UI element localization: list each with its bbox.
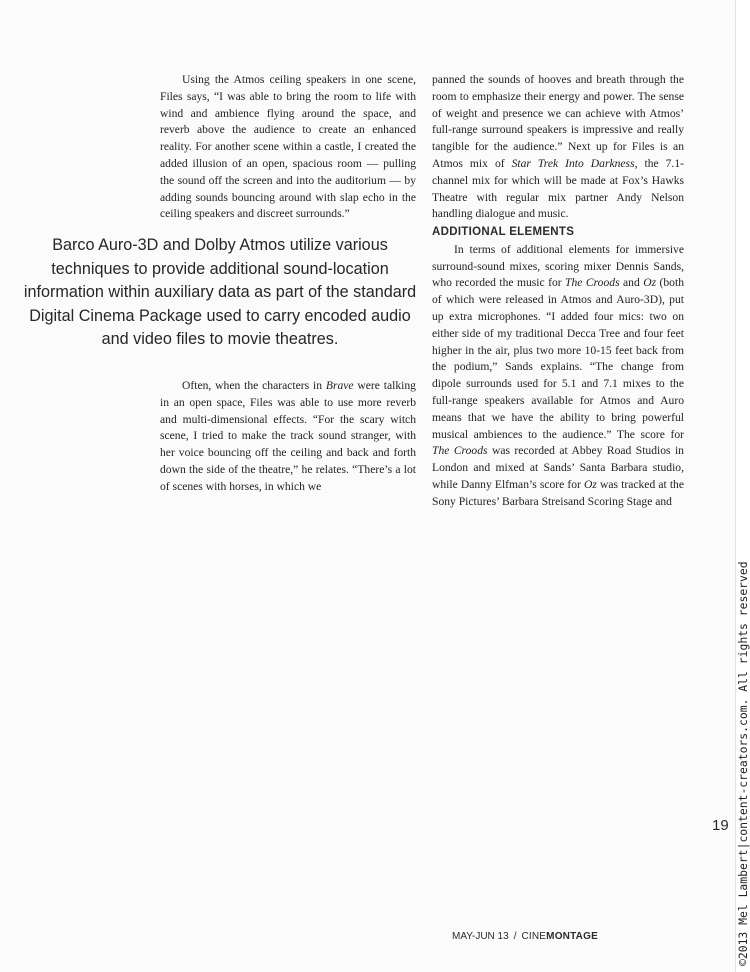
article-paragraph [160,378,416,496]
footer-separator: / [513,931,517,942]
italic-title: Star Trek Into Darkness [511,156,635,170]
page-footer [452,931,598,942]
text-run: and [619,276,644,290]
italic-title: Oz [643,276,657,290]
article-column-right-bottom [432,224,684,511]
article-paragraph [432,242,684,511]
text-run: was tracked at the Sony Pictures’ Barbara Streisand Scoring Stage and [432,477,684,508]
article-column-left-bottom [160,378,416,496]
pull-quote: Barco Auro-3D and Dolby Atmos utilize various techniques to provide additional sound-location information within auxiliary data as part of the standard Digital Cinema Package used to carry encoded audio and video files to movie theatres. [23,236,417,349]
text-run: were talking in an open space, Files was able to use more reverb and multi-dimensional effects. “For the scary witch scene, I tried to make the track sound stranger, with her voice bouncing off the ceiling and back and forth down the side of the theatre,” he relates. “There’s a lot of scenes with horses, in which we [160,379,416,493]
article-column-left-top [160,72,416,223]
section-heading: ADDITIONAL ELEMENTS [432,226,575,238]
magazine-name-part1: CINE [521,931,547,942]
text-run: In terms of additional elements for immersive surround-sound mixes, scoring mixer Dennis Sands, who recorded the music for [432,242,684,290]
magazine-name-part2: MONTAGE [546,931,598,942]
page-number: 19 [712,817,729,834]
text-run: panned the sounds of hooves and breath through the room to emphasize their energy and power. The sense of weight and presence we can achieve with Atmos’ full-range surround speakers is impressive and really tangible for the audience.” Next up for Files is an Atmos mix of [432,73,684,170]
issue-date: MAY-JUN 13 [452,931,509,942]
italic-title: Oz [584,477,597,491]
text-run: Using the Atmos ceiling speakers in one scene, Files says, “I was able to bring the room to life with wind and ambience flying around the space, and reverb above the audience to create an enhanced reality. For another scene within a castle, I created the added illusion of an open, spacious room — pulling the sound off the screen and into the auditorium — by adding sounds bouncing around with slap echo in the ceiling speakers and discreet surrounds.” [160,73,416,221]
italic-title: The Croods [432,444,488,458]
italic-title: Brave [325,379,354,392]
italic-title: The Croods [565,276,620,290]
article-paragraph [432,72,684,223]
text-run: was recorded at Abbey Road Studios in London and mixed at Sands’ Santa Barbara studio, while Danny Elfman’s score for [432,444,684,491]
text-run: (both of which were released in Atmos and Auro-3D), put up extra microphones. “I added four mics: two on either side of my traditional Decca Tree and four feet higher in the air, plus two more 10-15 feet back from the podium,” Sands explains. “The change from dipole surrounds used for 5.1 and 7.1 mixes to the full-range speakers available for Atmos and Auro means that we have the ability to bring powerful musical ambiences to the audience.” The score for [432,276,684,441]
text-run: , the 7.1-channel mix for which will be made at Fox’s Hawks Theatre with regular mix partner Andy Nelson handling dialogue and music. [432,156,684,221]
article-column-right-top [432,72,684,223]
text-run: Often, when the characters in [182,379,326,392]
copyright-notice: ©2013 Mel Lambert|content-creators.com. All rights reserved [736,561,750,966]
article-paragraph [160,72,416,223]
